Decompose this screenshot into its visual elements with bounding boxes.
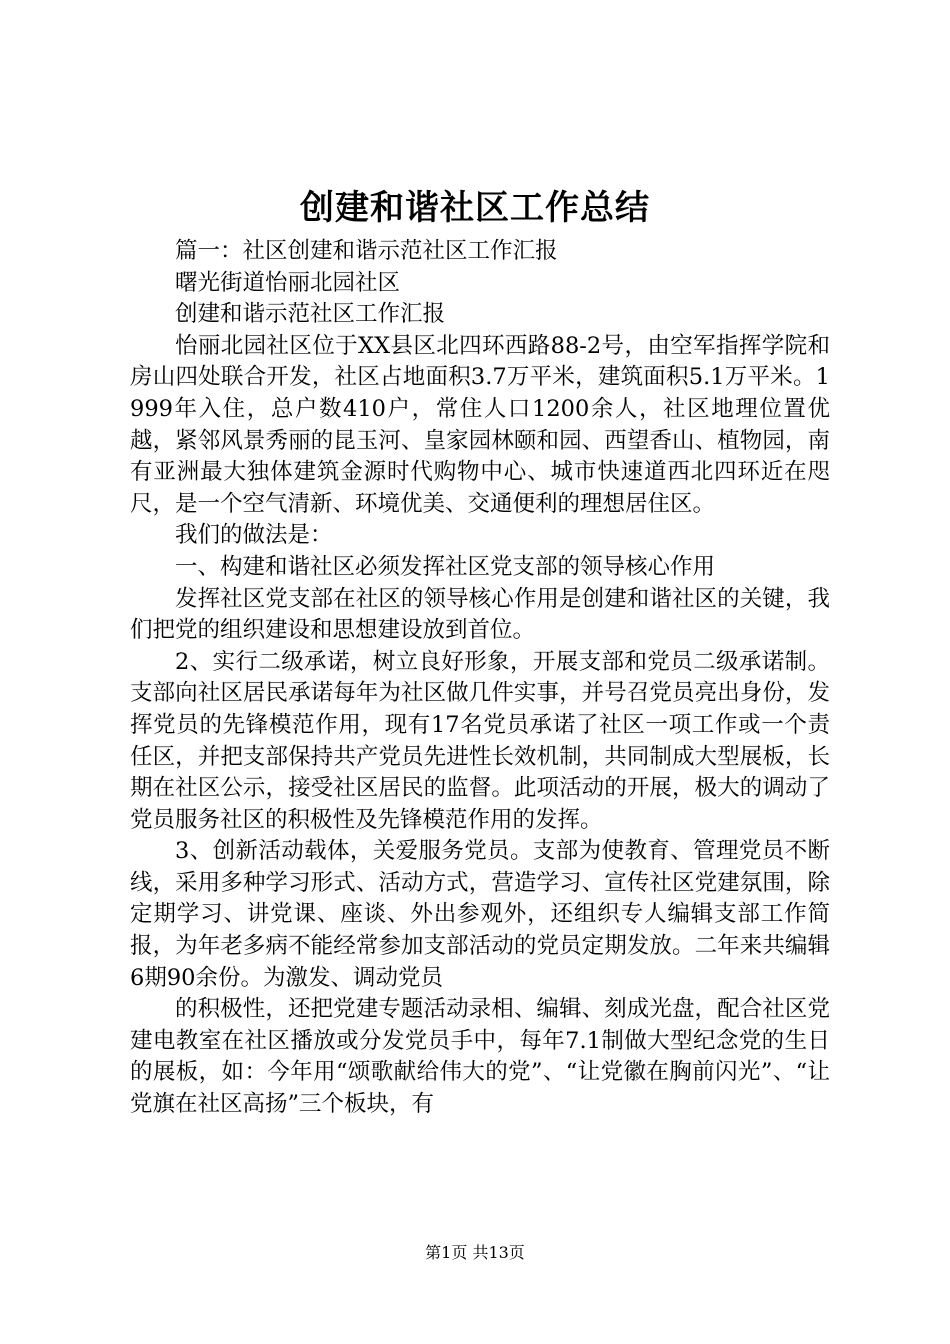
paragraph-heading-section: 篇一：社区创建和谐示范社区工作汇报 xyxy=(175,238,558,264)
paragraph-report-title: 创建和谐示范社区工作汇报 xyxy=(175,301,446,328)
document-body xyxy=(130,236,830,1121)
paragraph-enthusiasm-continued: 的积极性，还把党建专题活动录相、编辑、刻成光盘，配合社区党建电教室在社区播放或分发党员手中，每年7.1制做大型纪念党的生日的展板，如：今年用“颂歌献给伟大的党”、“让党徽在胸前闪光”、“让党旗在社区高扬”三个板块，有 xyxy=(130,996,830,1118)
paragraph-two-level-commitment: 2、实行二级承诺，树立良好形象，开展支部和党员二级承诺制。支部向社区居民承诺每年为社区做几件实事，并号召党员亮出身份，发挥党员的先锋模范作用，现有17名党员承诺了社区一项工作或一个责任区，并把支部保持共产党员先进性长效机制，共同制成大型展板，长期在社区公示，接受社区居民的监督。此项活动的开展，极大的调动了党员服务社区的积极性及先锋模范作用的发挥。 xyxy=(130,648,830,833)
document-title: 创建和谐社区工作总结 xyxy=(300,188,650,228)
page-footer: 第1页 共13页 xyxy=(425,1243,525,1262)
paragraph-community-intro: 怡丽北园社区位于XX县区北四环西路88-2号，由空军指挥学院和房山四处联合开发，社区占地面积3.7万平米，建筑面积5.1万平米。1999年入住，总户数410户，常住人口1200余人，社区地理位置优越，紧邻风景秀丽的昆玉河、皇家园林颐和园、西望香山、植物园，南有亚洲最大独体建筑金源时代购物中心、城市快速道西北四环近在咫尺，是一个空气清新、环境优美、交通便利的理想居住区。 xyxy=(130,332,830,517)
paragraph-our-approach: 我们的做法是： xyxy=(175,522,333,549)
paragraph-community-name: 曙光街道怡丽北园社区 xyxy=(175,269,401,296)
paragraph-party-core-role: 发挥社区党支部在社区的领导核心作用是创建和谐社区的关键，我们把党的组织建设和思想建设放到首位。 xyxy=(130,585,830,644)
paragraph-section-one-heading: 一、构建和谐社区必须发挥社区党支部的领导核心作用 xyxy=(175,553,716,580)
paragraph-innovate-activities: 3、创新活动载体，关爱服务党员。支部为使教育、管理党员不断线，采用多种学习形式、活动方式，营造学习、宣传社区党建氛围，除定期学习、讲党课、座谈、外出参观外，还组织专人编辑支部工作简报，为年老多病不能经常参加支部活动的党员定期发放。二年来共编辑6期90余份。为激发、调动党员 xyxy=(130,838,830,991)
